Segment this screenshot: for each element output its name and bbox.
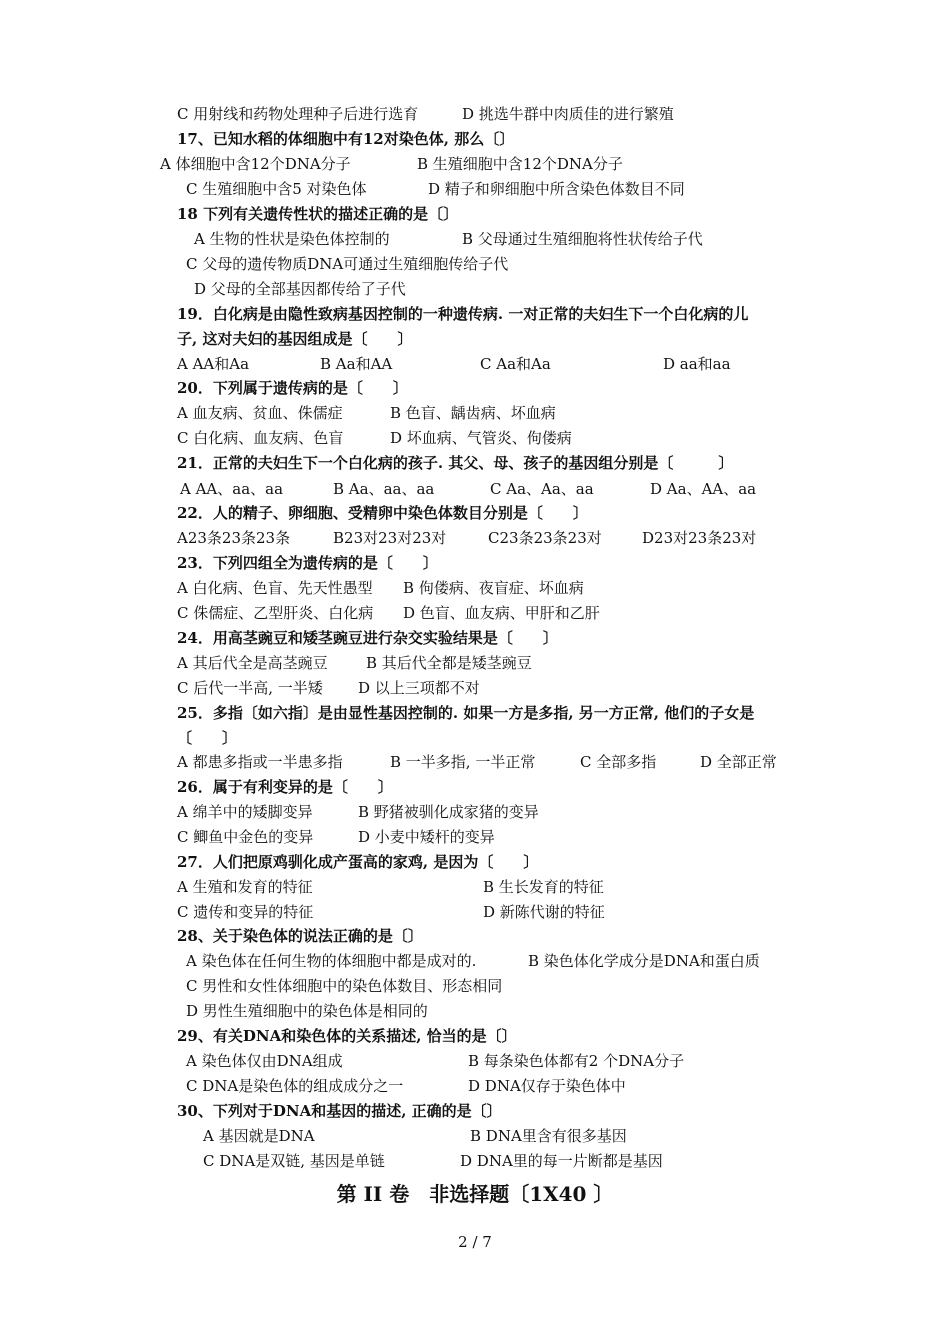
option-b: B 佝偻病、夜盲症、坏血病 — [403, 579, 584, 597]
option-c: C DNA是染色体的组成成分之一 — [186, 1077, 404, 1095]
option-d: D Aa、AA、aa — [650, 480, 757, 498]
question-21: 21．正常的夫妇生下一个白化病的孩子. 其父、母、孩子的基因组分别是〔 〕 — [177, 454, 734, 472]
question-19: 19．白化病是由隐性致病基因控制的一种遗传病. 一对正常的夫妇生下一个白化病的儿 — [177, 305, 749, 323]
option-a: A 生物的性状是染色体控制的 — [194, 230, 390, 248]
option-c: C 鲫鱼中金色的变异 — [177, 828, 314, 846]
question-20: 20．下列属于遗传病的是〔 〕 — [177, 379, 408, 397]
option-a: A AA和Aa — [177, 355, 250, 373]
option-b: B 其后代全都是矮茎豌豆 — [366, 654, 532, 672]
option-d: D 精子和卵细胞中所含染色体数目不同 — [428, 180, 685, 198]
option-b: B 生殖细胞中含12个DNA分子 — [417, 155, 623, 173]
option-b: B DNA里含有很多基因 — [470, 1127, 627, 1145]
question-18: 18 下列有关遗传性状的描述正确的是〔〕 — [177, 205, 459, 223]
option-d: D DNA仅存于染色体中 — [468, 1077, 626, 1095]
option-c: C 全部多指 — [580, 753, 657, 771]
question-25-cont: 〔 〕 — [177, 729, 238, 747]
option-c: C 父母的遗传物质DNA可通过生殖细胞传给子代 — [186, 255, 509, 273]
option-d: D 以上三项都不对 — [358, 679, 480, 697]
page-number: 2 / 7 — [458, 1233, 492, 1251]
option-a: A 基因就是DNA — [203, 1127, 315, 1145]
option-b: B 一半多指, 一半正常 — [390, 753, 536, 771]
option-d: D 坏血病、气管炎、佝偻病 — [390, 429, 572, 447]
question-23: 23．下列四组全为遗传病的是〔 〕 — [177, 554, 438, 572]
option-d: D23对23条23对 — [642, 529, 757, 547]
question-24: 24．用高茎豌豆和矮茎豌豆进行杂交实验结果是〔 〕 — [177, 629, 558, 647]
option-b: B 父母通过生殖细胞将性状传给子代 — [462, 230, 703, 248]
option-line — [177, 104, 418, 124]
question-26: 26．属于有利变异的是〔 〕 — [177, 778, 393, 796]
question-30: 30、下列对于DNA和基因的描述, 正确的是〔〕 — [177, 1102, 502, 1120]
option-a: A 血友病、贫血、侏儒症 — [177, 404, 343, 422]
option-b: B 染色体化学成分是DNA和蛋白质 — [528, 952, 760, 970]
option-b: B Aa、aa、aa — [333, 480, 435, 498]
option-a: A 体细胞中含12个DNA分子 — [160, 155, 351, 173]
option-b: B 每条染色体都有2 个DNA分子 — [468, 1052, 685, 1070]
option-b: B 野猪被驯化成家猪的变异 — [358, 803, 539, 821]
question-27: 27．人们把原鸡驯化成产蛋高的家鸡, 是因为〔 〕 — [177, 853, 539, 871]
option-a: A 染色体仅由DNA组成 — [186, 1052, 343, 1070]
option-d: D aa和aa — [663, 355, 731, 373]
option-a: A 白化病、色盲、先天性愚型 — [177, 579, 373, 597]
option-d: D 色盲、血友病、甲肝和乙肝 — [403, 604, 600, 622]
option-c: C 遗传和变异的特征 — [177, 903, 314, 921]
option-d: D 小麦中矮杆的变异 — [358, 828, 495, 846]
option-b: B23对23对23对 — [333, 529, 447, 547]
option-a: A 染色体在任何生物的体细胞中都是成对的. — [186, 952, 477, 970]
option-a: A 其后代全是高茎豌豆 — [177, 654, 328, 672]
question-28: 28、关于染色体的说法正确的是〔〕 — [177, 927, 423, 945]
option-c: C 侏儒症、乙型肝炎、白化病 — [177, 604, 374, 622]
question-29: 29、有关DNA和染色体的关系描述, 恰当的是〔〕 — [177, 1027, 517, 1045]
option-c: C 用射线和药物处理种子后进行选育 — [177, 105, 419, 123]
option-b: B 生长发育的特征 — [483, 878, 604, 896]
option-d: D 父母的全部基因都传给了子代 — [194, 280, 406, 298]
option-c: C23条23条23对 — [488, 529, 602, 547]
question-22: 22．人的精子、卵细胞、受精卵中染色体数目分别是〔 〕 — [177, 504, 588, 522]
option-c: C DNA是双链, 基因是单链 — [203, 1152, 385, 1170]
option-a: A23条23条23条 — [177, 529, 291, 547]
option-a: A AA、aa、aa — [180, 480, 284, 498]
option-a: A 生殖和发育的特征 — [177, 878, 313, 896]
option-d: D 男性生殖细胞中的染色体是相同的 — [186, 1002, 428, 1020]
question-17: 17、已知水稻的体细胞中有12对染色体, 那么〔〕 — [177, 130, 515, 148]
question-25: 25．多指〔如六指〕是由显性基因控制的. 如果一方是多指, 另一方正常, 他们的子女是 — [177, 704, 755, 722]
option-a: A 都患多指或一半患多指 — [177, 753, 343, 771]
option-c: C 后代一半高, 一半矮 — [177, 679, 323, 697]
option-d: D 新陈代谢的特征 — [483, 903, 605, 921]
option-c: C Aa和Aa — [480, 355, 551, 373]
option-c: C 生殖细胞中含5 对染色体 — [186, 180, 367, 198]
option-c: C Aa、Aa、aa — [490, 480, 594, 498]
section-title: 第 II 卷 非选择题〔1X40 〕 — [336, 1182, 614, 1206]
option-d: D 挑选牛群中肉质佳的进行繁殖 — [462, 105, 674, 123]
option-b: B Aa和AA — [320, 355, 393, 373]
option-c: C 男性和女性体细胞中的染色体数目、形态相同 — [186, 977, 503, 995]
option-b: B 色盲、龋齿病、坏血病 — [390, 404, 556, 422]
option-d: D DNA里的每一片断都是基因 — [460, 1152, 663, 1170]
option-c: C 白化病、血友病、色盲 — [177, 429, 344, 447]
option-a: A 绵羊中的矮脚变异 — [177, 803, 313, 821]
question-19-cont: 子, 这对夫妇的基因组成是〔 〕 — [177, 330, 413, 348]
option-d: D 全部正常 — [700, 753, 777, 771]
